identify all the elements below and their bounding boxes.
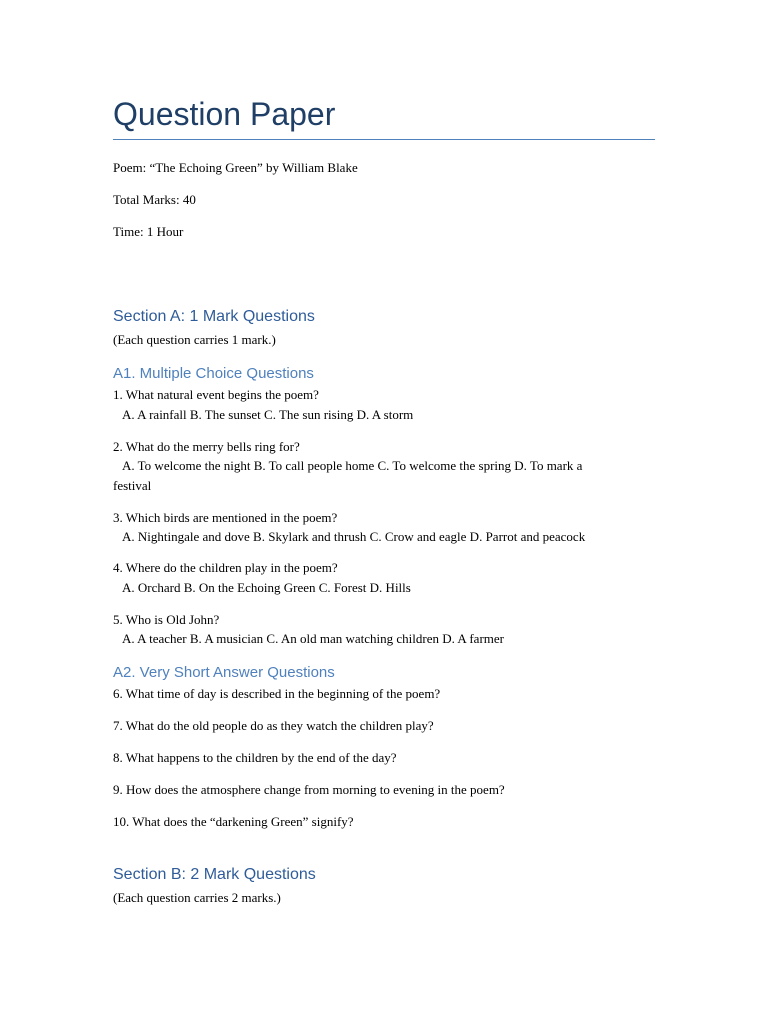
question-1-options: A. A rainfall B. The sunset C. The sun rising D. A storm <box>122 407 414 422</box>
question-3: 3. Which birds are mentioned in the poem? <box>113 510 338 525</box>
section-a-heading: Section A: 1 Mark Questions <box>113 308 315 325</box>
question-5: 5. Who is Old John? <box>113 612 220 627</box>
section-a-note: (Each question carries 1 mark.) <box>113 332 276 347</box>
question-9: 9. How does the atmosphere change from morning to evening in the poem? <box>113 782 505 797</box>
poem-info: Poem: “The Echoing Green” by William Blake <box>113 160 358 175</box>
page-title: Question Paper <box>113 96 336 132</box>
question-5-options: A. A teacher B. A musician C. An old man watching children D. A farmer <box>122 631 504 646</box>
a2-heading: A2. Very Short Answer Questions <box>113 664 335 681</box>
question-2-options: A. To welcome the night B. To call people home C. To welcome the spring D. To mark a <box>122 458 583 473</box>
question-4-options: A. Orchard B. On the Echoing Green C. Forest D. Hills <box>122 580 411 595</box>
question-2-options-cont: festival <box>113 478 152 493</box>
time-allowed: Time: 1 Hour <box>113 224 184 239</box>
question-6: 6. What time of day is described in the beginning of the poem? <box>113 686 441 701</box>
question-3-options: A. Nightingale and dove B. Skylark and thrush C. Crow and eagle D. Parrot and peacock <box>122 529 586 544</box>
total-marks: Total Marks: 40 <box>113 192 196 207</box>
question-2: 2. What do the merry bells ring for? <box>113 439 300 454</box>
section-b-heading: Section B: 2 Mark Questions <box>113 866 316 883</box>
question-7: 7. What do the old people do as they watch the children play? <box>113 718 434 733</box>
question-10: 10. What does the “darkening Green” signify? <box>113 814 354 829</box>
question-4: 4. Where do the children play in the poem? <box>113 560 338 575</box>
a1-heading: A1. Multiple Choice Questions <box>113 365 314 382</box>
title-underline <box>113 139 655 140</box>
question-1: 1. What natural event begins the poem? <box>113 387 319 402</box>
section-b-note: (Each question carries 2 marks.) <box>113 890 281 905</box>
question-8: 8. What happens to the children by the end of the day? <box>113 750 397 765</box>
